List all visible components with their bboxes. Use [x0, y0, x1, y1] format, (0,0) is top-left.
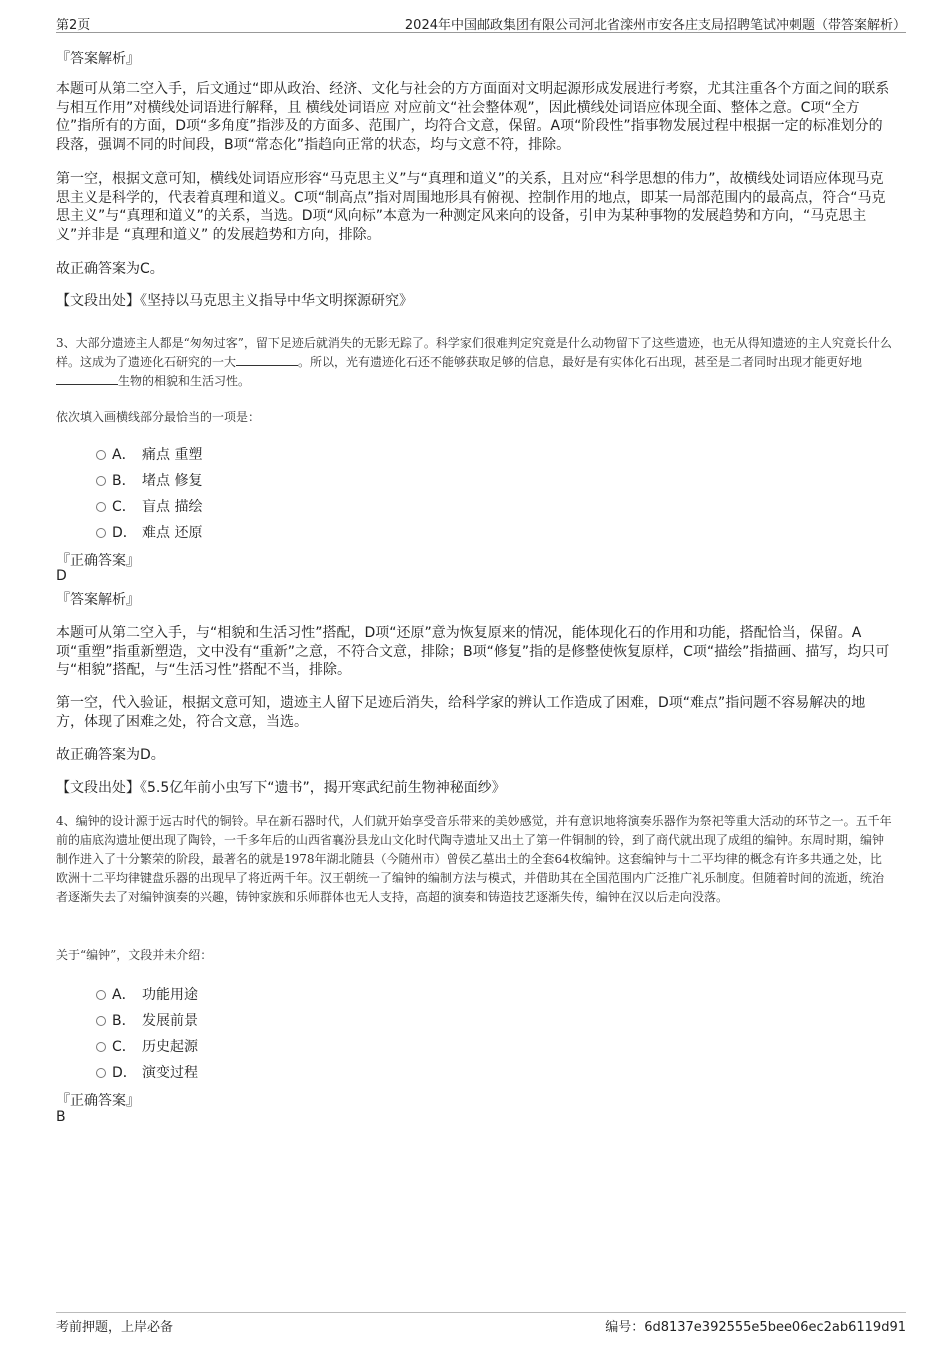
q3-analysis-p2: 第一空，代入验证，根据文意可知，遗迹主人留下足迹后消失，给科学家的辨认工作造成了困难，D项“难点”指问题不容易解决的地方，体现了困难之处，符合文意，当选。: [56, 695, 866, 730]
q4-answer: B: [56, 1109, 66, 1125]
document-id: 编号：6d8137e392555e5bee06ec2ab6119d91: [605, 1320, 906, 1335]
q2-source: 【文段出处】《坚持以马克思主义指导中华文明探源研究》: [56, 293, 413, 309]
blank-1: [236, 355, 298, 366]
q4-option-a[interactable]: A． 功能用途: [96, 984, 198, 1004]
q4-prompt: 关于“编钟”，文段并未介绍：: [56, 948, 213, 962]
q3-analysis-label: 『答案解析』: [56, 592, 140, 608]
radio-icon[interactable]: [96, 450, 106, 460]
radio-icon[interactable]: [96, 1068, 106, 1078]
footer-slogan: 考前押题，上岸必备: [56, 1320, 174, 1335]
q2-analysis-p2: 第一空，根据文意可知，横线处词语应形容“马克思主义”与“真理和道义”的关系，且对应“科学思想的伟力”，故横线处词语应体现马克思主义是科学的，代表着真理和道义。C项“制高点”指对周围地形具有俯视、控制作用的地点，即某一局部范围内的最高点，符合“马克思主义”与“真理和道义”的关系，当选。D项“风向标”本意为一种测定风来向的设备，引申为某种事物的发展趋势和方向，“马克思主义”并非是 “真理和道义” 的发展趋势和方向，排除。: [56, 171, 886, 243]
q3-answer: D: [56, 568, 67, 584]
q3-analysis-p1: 本题可从第二空入手，与“相貌和生活习性”搭配，D项“还原”意为恢复原来的情况，能体现化石的作用和功能，搭配恰当，保留。A项“重塑”指重新塑造，文中没有“重新”之意，不符合文意，排除；B项“修复”指的是修整使恢复原样，C项“描绘”指描画、描写，均只可与“相貌”搭配，与“生活习性”搭配不当，排除。: [56, 625, 890, 678]
q3-question-text: 3、大部分遗迹主人都是“匆匆过客”，留下足迹后就消失的无影无踪了。科学家们很难判定究竟是什么动物留下了这些遗迹，也无从得知遗迹的主人究竟长什么样。这成为了遗迹化石研究的一大 。所以，光有遗迹化石还不能够获取足够的信息，最好是有实体化石出现，甚至是二者同时出现才能更好地生物的相貌和生活习性。: [56, 336, 892, 388]
radio-icon[interactable]: [96, 528, 106, 538]
document-title: 2024年中国邮政集团有限公司河北省滦州市安各庄支局招聘笔试冲刺题（带答案解析）: [404, 18, 906, 33]
radio-icon[interactable]: [96, 502, 106, 512]
radio-icon[interactable]: [96, 1042, 106, 1052]
page-number: 第2页: [56, 18, 91, 33]
q2-analysis-p1: 本题可从第二空入手，后文通过“即从政治、经济、文化与社会的方方面面对文明起源形成发展进行考察，尤其注重各个方面之间的联系与相互作用”对横线处词语进行解释，且 横线处词语应 对应前文“社会整体观”，因此横线处词语应体现全面、整体之意。C项“全方位”指所有的方面，D项“多角度”指涉及的方面多、范围广，均符合文意，保留。A项“阶段性”指事物发展过程中根据一定的标准划分的段落，强调不同的时间段，B项“常态化”指趋向正常的状态，均与文意不符，排除。: [56, 81, 890, 153]
q3-option-c[interactable]: C． 盲点 描绘: [96, 496, 202, 516]
radio-icon[interactable]: [96, 1016, 106, 1026]
page-header: [56, 12, 906, 33]
q4-option-b[interactable]: B． 发展前景: [96, 1010, 198, 1030]
radio-icon[interactable]: [96, 476, 106, 486]
q3-option-b[interactable]: B． 堵点 修复: [96, 470, 202, 490]
q3-conclusion: 故正确答案为D。: [56, 747, 165, 763]
q4-answer-label: 『正确答案』: [56, 1093, 140, 1109]
q3-prompt: 依次填入画横线部分最恰当的一项是：: [56, 410, 261, 424]
q3-option-d[interactable]: D． 难点 还原: [96, 522, 202, 542]
page-footer: [56, 1312, 906, 1335]
blank-2: [56, 374, 118, 385]
q4-question-text: 4、编钟的设计源于远古时代的铜铃。早在新石器时代，人们就开始享受音乐带来的美妙感觉，并有意识地将演奏乐器作为祭祀等重大活动的环节之一。五千年前的庙底沟遗址便出现了陶铃，一千多年后的山西省襄汾县龙山文化时代陶寺遗址又出土了第一件铜制的铃，到了商代就出现了成组的编钟。东周时期，编钟制作进入了十分繁荣的阶段，最著名的就是1978年湖北随县（今随州市）曾侯乙墓出土的全套64枚编钟。这套编钟与十二平均律的概念有许多共通之处，比欧洲十二平均律键盘乐器的出现早了将近两千年。汉王朝统一了编钟的编制方法与模式，并借助其在全国范围内广泛推广礼乐制度。但随着时间的流逝，统治者逐渐失去了对编钟演奏的兴趣，铸钟家族和乐师群体也无人支持，高超的演奏和铸造技艺逐渐失传，编钟在汉以后走向没落。: [56, 814, 892, 904]
q4-option-c[interactable]: C． 历史起源: [96, 1036, 198, 1056]
q3-source: 【文段出处】《5.5亿年前小虫写下“遗书”，揭开寒武纪前生物神秘面纱》: [56, 780, 506, 796]
q4-option-d[interactable]: D． 演变过程: [96, 1062, 198, 1082]
q2-analysis-label: 『答案解析』: [56, 51, 140, 67]
q3-answer-label: 『正确答案』: [56, 553, 140, 569]
q2-conclusion: 故正确答案为C。: [56, 261, 164, 277]
radio-icon[interactable]: [96, 990, 106, 1000]
q3-option-a[interactable]: A． 痛点 重塑: [96, 444, 202, 464]
